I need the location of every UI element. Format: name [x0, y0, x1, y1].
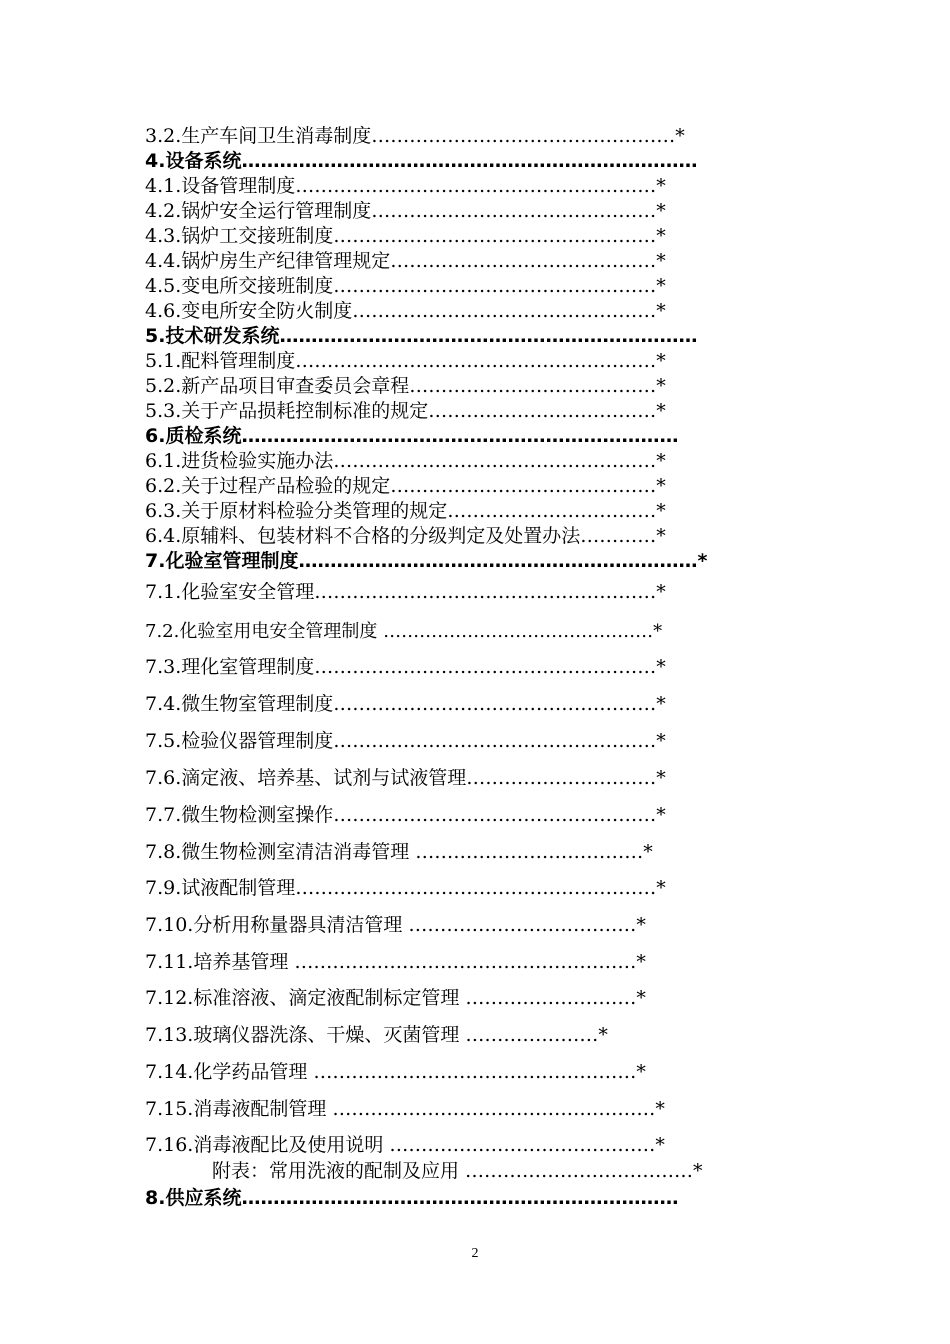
toc-entry: 7.10.分析用称量器具清洁管理 ………………………………* [145, 914, 646, 936]
toc-entry: 4.2.锅炉安全运行管理制度………………………………………* [145, 200, 666, 222]
toc-entry: 3.2.生产车间卫生消毒制度…………………………………………* [145, 125, 685, 147]
toc-entry: 5.3.关于产品损耗控制标准的规定………………………………* [145, 400, 666, 422]
toc-entry: 7.3.理化室管理制度………………………………………………* [145, 656, 666, 678]
toc-entry: 附表：常用洗液的配制及应用 ………………………………* [212, 1160, 703, 1182]
toc-entry: 7.4.微生物室管理制度……………………………………………* [145, 693, 666, 715]
toc-entry: 4.1.设备管理制度…………………………………………………* [145, 175, 666, 197]
toc-entry: 4.5.变电所交接班制度……………………………………………* [145, 275, 666, 297]
toc-entry: 7.8.微生物检测室清洁消毒管理 ………………………………* [145, 841, 653, 863]
toc-entry: 6.3.关于原材料检验分类管理的规定……………………………* [145, 500, 666, 522]
toc-entry: 7.6.滴定液、培养基、试剂与试液管理…………………………* [145, 767, 666, 789]
toc-entry: 4.3.锅炉工交接班制度……………………………………………* [145, 225, 666, 247]
toc-section-heading: 4.设备系统……………………………………………………………… [145, 150, 698, 172]
toc-section-heading: 6.质检系统…………………………………………………………… [145, 425, 679, 447]
toc-entry: 4.4.锅炉房生产纪律管理规定……………………………………* [145, 250, 666, 272]
toc-entry: 7.12.标准溶液、滴定液配制标定管理 ………………………* [145, 987, 646, 1009]
toc-entry: 7.7.微生物检测室操作……………………………………………* [145, 804, 666, 826]
toc-entry: 6.4.原辅料、包装材料不合格的分级判定及处置办法…………* [145, 525, 666, 547]
toc-entry: 7.2.化验室用电安全管理制度 ………………………………………* [145, 621, 663, 642]
toc-entry: 7.11.培养基管理 ………………………………………………* [145, 951, 646, 973]
toc-entry: 7.1.化验室安全管理………………………………………………* [145, 581, 666, 603]
toc-entry: 7.13.玻璃仪器洗涤、干燥、灭菌管理 …………………* [145, 1024, 608, 1046]
toc-entry: 7.5.检验仪器管理制度……………………………………………* [145, 730, 666, 752]
toc-section-heading: 5.技术研发系统………………………………………………………… [145, 325, 698, 347]
toc-section-heading: 8.供应系统…………………………………………………………… [145, 1187, 679, 1209]
toc-entry: 6.2.关于过程产品检验的规定……………………………………* [145, 475, 666, 497]
toc-entry: 6.1.进货检验实施办法……………………………………………* [145, 450, 666, 472]
toc-entry: 7.9.试液配制管理…………………………………………………* [145, 877, 666, 899]
toc-section-heading: 7.化验室管理制度………………………………………………………* [145, 550, 708, 572]
toc-entry: 7.16.消毒液配比及使用说明 ……………………………………* [145, 1134, 665, 1156]
toc-entry: 4.6.变电所安全防火制度…………………………………………* [145, 300, 666, 322]
page-number: 2 [471, 1246, 479, 1261]
toc-entry: 7.14.化学药品管理 ……………………………………………* [145, 1061, 646, 1083]
toc-entry: 5.2.新产品项目审查委员会章程…………………………………* [145, 375, 666, 397]
toc-entry: 5.1.配料管理制度…………………………………………………* [145, 350, 666, 372]
toc-entry: 7.15.消毒液配制管理 ……………………………………………* [145, 1098, 665, 1120]
